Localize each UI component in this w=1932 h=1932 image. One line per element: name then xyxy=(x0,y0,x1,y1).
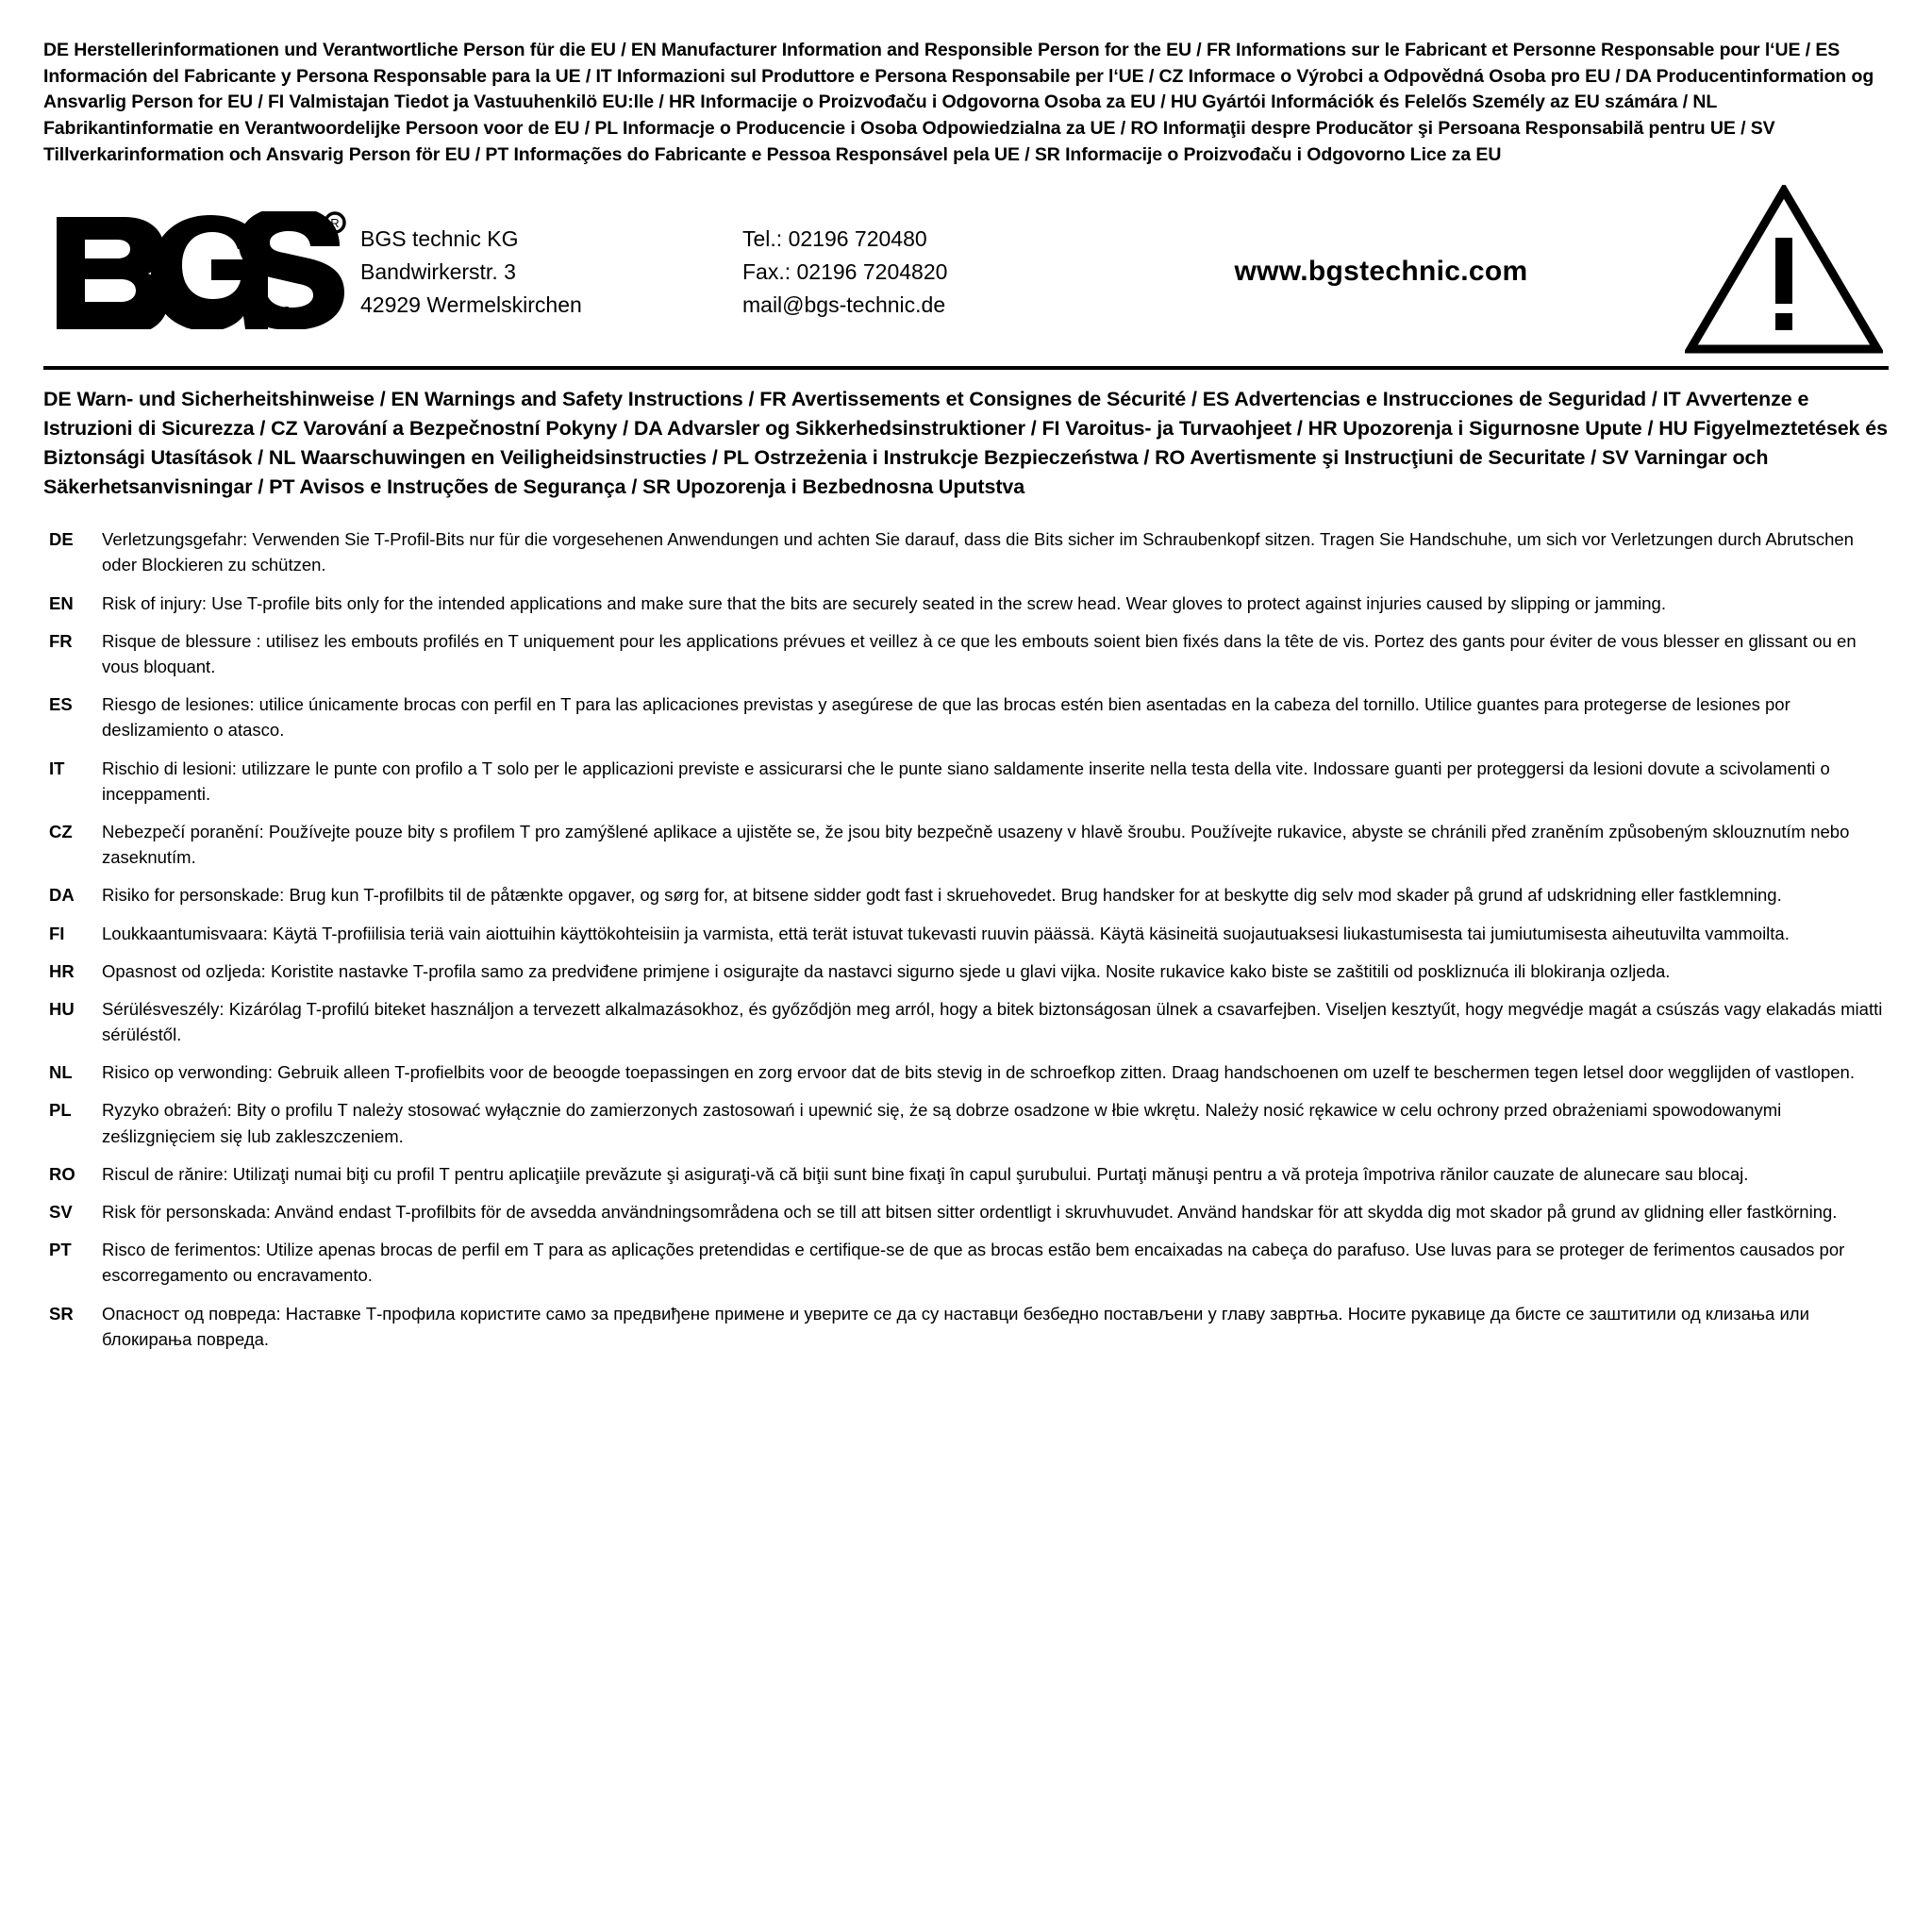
language-code: IT xyxy=(49,758,65,778)
language-code: HU xyxy=(49,998,75,1019)
warning-triangle-icon xyxy=(1680,185,1889,355)
list-item xyxy=(43,819,1889,870)
company-band xyxy=(43,185,1889,370)
warning-text: Risk för personskada: Använd endast T-profilbits för de avsedda användningsområdena och se till att bitsen sitter ordentligt i skruvhuvudet. Använd handskar för att skydda dig mot skador på grund av glidning eller fastkörning. xyxy=(102,1202,1838,1222)
language-code: SV xyxy=(49,1202,73,1222)
warning-triangle-svg xyxy=(1685,185,1883,355)
language-code: PL xyxy=(49,1100,72,1121)
list-item xyxy=(43,958,1889,984)
manufacturer-info-heading: DE Herstellerinformationen und Verantwortliche Person für die EU / EN Manufacturer Information and Responsible Person for the EU / FR Informations sur le Fabricant et Personne Responsable pour l‘UE / ES Información del Fabricante y Persona Responsable para la UE / IT Informazioni sul Produttore e Persona Responsabile per l‘UE / CZ Informace o Výrobci a Odpovědná Osoba pro EU / DA Producentinformation og Ansvarlig Person for EU / FI Valmistajan Tiedot ja Vastuuhenkilö EU:lle / HR Informacije o Proizvođaču i Odgovorna Osoba za EU / HU Gyártói Információk és Felelős Személy az EU számára / NL Fabrikantinformatie en Verantwoordelijke Persoon voor de EU / PL Informacje o Producencie i Osoba Odpowiedzialna za UE / RO Informaţii despre Producător şi Persoana Responsabilă pentru UE / SV Tillverkarinformation och Ansvarig Person för EU / PT Informações do Fabricante e Pessoa Responsável pela UE / SR Informacije o Proizvođaču i Odgovorno Lice za EU xyxy=(43,40,1874,165)
language-code: EN xyxy=(49,592,74,613)
warning-text: Riscul de rănire: Utilizaţi numai biţi cu profil T pentru aplicaţiile prevăzute şi asiguraţi-vă că biţii sunt bine fixaţi în capul şurubului. Purtaţi mănuşi pentru a vă proteja împotriva rănilor cauzate de alunecare sau blocaj. xyxy=(102,1163,1749,1184)
language-code: SR xyxy=(49,1303,74,1324)
company-city: 42929 Wermelskirchen xyxy=(360,291,582,317)
company-email: mail@bgs-technic.de xyxy=(742,291,946,317)
warning-text: Sérülésveszély: Kizárólag T-profilú biteket használjon a tervezett alkalmazásokhoz, és győződjön meg arról, hogy a bitek biztonságosan ülnek a csavarfejben. Viseljen kesztyűt, hogy megvédje magát a csúszás vagy elakadás miatti sérüléstől. xyxy=(102,998,1883,1045)
warning-text: Risk of injury: Use T-profile bits only for the intended applications and make sure that the bits are securely seated in the screw head. Wear gloves to protect against injuries caused by slipping or jamming. xyxy=(102,592,1666,613)
list-item xyxy=(43,882,1889,908)
list-item xyxy=(43,526,1889,577)
bgs-logo xyxy=(43,211,360,329)
svg-text:R: R xyxy=(330,215,340,230)
list-item xyxy=(43,1161,1889,1187)
svg-text:technic: technic xyxy=(192,302,315,329)
list-item xyxy=(43,591,1889,616)
warning-text: Riesgo de lesiones: utilice únicamente brocas con perfil en T para las aplicaciones previstas y asegúrese de que las brocas estén bien asentadas en la cabeza del tornillo. Utilice guantes para protegerse de lesiones por deslizamiento o atasco. xyxy=(102,694,1790,741)
language-code: HR xyxy=(49,960,75,981)
company-website: www.bgstechnic.com xyxy=(1234,256,1528,288)
warning-text: Risico op verwonding: Gebruik alleen T-profielbits voor de beoogde toepassingen en zorg ervoor dat de bits stevig in de schroefkop zitten. Draag handschoenen om uzelf te beschermen tegen letsel door wegglijden of vastlopen. xyxy=(102,1062,1855,1083)
warning-text: Ryzyko obrażeń: Bity o profilu T należy stosować wyłącznie do zamierzonych zastosowań i upewnić się, że są dobrze osadzone w łbie wkrętu. Należy nosić rękawice w celu ochrony przed obrażeniami spowodowanymi ześlizgnięciem się lub zakleszczeniem. xyxy=(102,1100,1782,1146)
language-code: CZ xyxy=(49,821,73,841)
list-item xyxy=(43,996,1889,1047)
warning-text: Loukkaantumisvaara: Käytä T-profiilisia teriä vain aiottuihin käyttökohteisiin ja varmista, että terät istuvat tukevasti ruuvin päässä. Käytä käsineitä suojautuaksesi liukastumisesta tai jumiutumisesta aiheutuvilta vammoilta. xyxy=(102,923,1790,943)
warning-text: Опасност од повреда: Наставке Т-профила користите само за предвиђене примене и уверите се да су наставци безбедно постављени у главу завртња. Носите рукавице да бисте се заштитили од клизања или блокирања повреда. xyxy=(102,1303,1809,1349)
language-code: PT xyxy=(49,1240,72,1260)
company-contact xyxy=(742,219,1082,322)
company-name: BGS technic KG xyxy=(360,226,519,251)
language-code: ES xyxy=(49,694,73,715)
list-item xyxy=(43,1097,1889,1148)
list-item xyxy=(43,1237,1889,1288)
list-item xyxy=(43,1199,1889,1224)
warning-text: Verletzungsgefahr: Verwenden Sie T-Profil-Bits nur für die vorgesehenen Anwendungen und achten Sie darauf, dass die Bits sicher im Schraubenkopf sitzen. Tragen Sie Handschuhe, um sich vor Verletzungen durch Abrutschen oder Blockieren zu schützen. xyxy=(102,529,1854,575)
language-code: RO xyxy=(49,1163,75,1184)
warning-text: Opasnost od ozljeda: Koristite nastavke T-profila samo za predviđene primjene i osigurajte da nastavci sigurno sjede u glavi vijka. Nosite rukavice kako biste se zaštitili od poskliznuća ili blokiranja ozljeda. xyxy=(102,960,1671,981)
company-street: Bandwirkerstr. 3 xyxy=(360,258,516,284)
company-address xyxy=(360,219,742,322)
company-tel: Tel.: 02196 720480 xyxy=(742,226,927,251)
warning-language-list xyxy=(43,526,1889,1352)
warnings-heading: DE Warn- und Sicherheitshinweise / EN Warnings and Safety Instructions / FR Avertissements et Consignes de Sécurité / ES Advertencias e Instrucciones de Seguridad / IT Avvertenze e Istruzioni di Sicurezza / CZ Varování a Bezpečnostní Pokyny / DA Advarsler og Sikkerhedsinstruktioner / FI Varoitus- ja Turvaohjeet / HR Upozorenja i Sigurnosne Upute / HU Figyelmeztetések és Biztonsági Utasítások / NL Waarschuwingen en Veiligheidsinstructies / PL Ostrzeżenia i Instrukcje Bezpieczeństwa / RO Avertismente şi Instrucţiuni de Securitate / SV Varningar och Säkerhetsanvisningar / PT Avisos e Instruções de Segurança / SR Upozorenja i Bezbednosna Uputstva xyxy=(43,388,1889,499)
warning-text: Nebezpečí poranění: Používejte pouze bity s profilem T pro zamýšlené aplikace a ujistěte se, že jsou bity bezpečně usazeny v hlavě šroubu. Používejte rukavice, abyste se chránili před zraněním způsobeným sklouznutím nebo zaseknutím. xyxy=(102,821,1850,868)
list-item xyxy=(43,921,1889,946)
language-code: NL xyxy=(49,1062,73,1083)
language-code: FI xyxy=(49,923,65,943)
bgs-logo-icon xyxy=(49,211,351,329)
list-item xyxy=(43,691,1889,742)
warning-text: Risiko for personskade: Brug kun T-profilbits til de påtænkte opgaver, og sørg for, at bitsene sidder godt fast i skruehovedet. Brug handsker for at beskytte dig selv mod skader på grund af udskridning eller fastklemning. xyxy=(102,885,1782,906)
warning-text: Risco de ferimentos: Utilize apenas brocas de perfil em T para as aplicações pretendidas e certifique-se de que as brocas estão bem encaixadas na cabeça do parafuso. Use luvas para se proteger de ferimentos causados por escorregamento ou encravamento. xyxy=(102,1240,1845,1286)
list-item xyxy=(43,628,1889,679)
list-item xyxy=(43,1059,1889,1085)
language-code: DE xyxy=(49,529,74,550)
list-item xyxy=(43,1301,1889,1352)
language-code: DA xyxy=(49,885,75,906)
warning-text: Rischio di lesioni: utilizzare le punte con profilo a T solo per le applicazioni previste e assicurarsi che le punte siano saldamente inserite nella testa della vite. Indossare guanti per proteggersi da lesioni dovute a scivolamenti o inceppamenti. xyxy=(102,758,1830,804)
warning-text: Risque de blessure : utilisez les embouts profilés en T uniquement pour les applications prévues et veillez à ce que les embouts soient bien fixés dans la tête de vis. Portez des gants pour éviter de vous blesser en glissant ou en vous bloquant. xyxy=(102,630,1857,676)
language-code: FR xyxy=(49,630,73,651)
list-item xyxy=(43,756,1889,807)
company-fax: Fax.: 02196 7204820 xyxy=(742,258,948,284)
